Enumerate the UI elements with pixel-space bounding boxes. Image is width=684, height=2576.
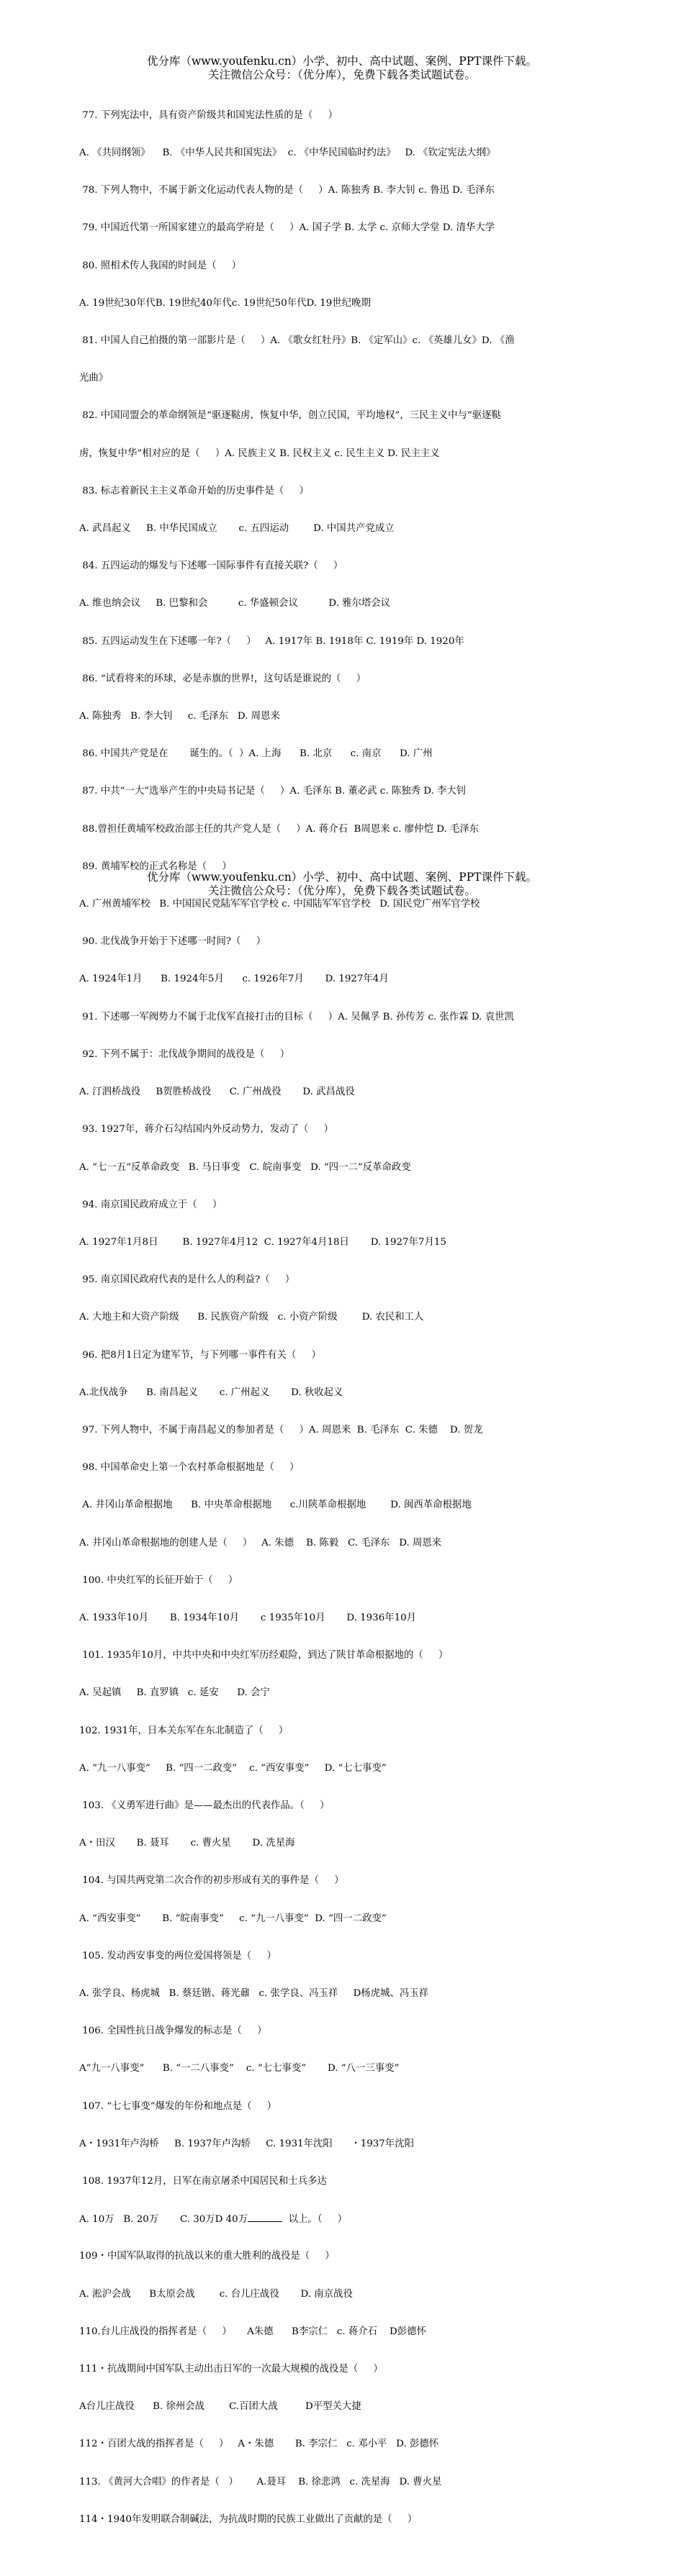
text-line: 97. 下列人物中，不属于南昌起义的参加者是（ ）A. 周恩来 B. 毛泽东 C. 朱德 D. 贺龙 xyxy=(79,1424,483,1436)
text-line: 101. 1935年10月，中共中央和中央红军历经艰险，到达了陕甘革命根据地的（ ） xyxy=(79,1650,449,1661)
text-line: 113. 《黄河大合唱》的作者是（ ） A.聂耳 B. 徐悲鸿 c. 冼星海 D. 曹火星 xyxy=(79,2476,442,2487)
text-line: A. 张学良、杨虎城 B. 蔡廷锴、蒋光鼐 c. 张学良、冯玉祥 D杨虎城、冯玉祥 xyxy=(79,1987,429,1999)
text-line: 77. 下列宪法中，具有资产阶级共和国宪法性质的是（ ） xyxy=(79,109,338,121)
text-line: 103. 《义勇军进行曲》是——最杰出的代表作品。（ ） xyxy=(79,1800,330,1811)
text-line: 86. “试看将来的环球，必是赤旗的世界!，这句话是谁说的（ ） xyxy=(79,673,366,684)
text-line: 85. 五四运动发生在下述哪一年?（ ） A. 1917年 B. 1918年 C. 1919年 D. 1920年 xyxy=(79,635,464,647)
text-line: A. 1933年10月 B. 1934年10月 c 1935年10月 D. 1936年10月 xyxy=(79,1612,417,1623)
text-line: 110.台儿庄战役的指挥者是（ ） A朱德 B李宗仁 c. 蒋介石 D彭德怀 xyxy=(79,2326,426,2337)
text-line: A. 井冈山革命根据地 B. 中央革命根据地 c.川陕革命根据地 D. 闽西革命根据地 xyxy=(79,1500,472,1511)
text-line: 98. 中国革命史上第一个农村革命根据地是（ ） xyxy=(79,1462,300,1474)
page-header xyxy=(0,55,684,82)
text-line: A. 大地主和大资产阶级 B. 民族资产阶级 c. 小资产阶级 D. 农民和工人 xyxy=(79,1312,424,1323)
text-line: A. 广州黄埔军校 B. 中国国民党陆军军官学校 c. 中国陆军军官学校 D. 国民党广州军官学校 xyxy=(79,899,480,910)
text-line: 112・百团大战的指挥者是（ ） A・朱德 B. 李宗仁 c. 邓小平 D. 彭德怀 xyxy=(79,2439,439,2450)
text-line: A. 吴起镇 B. 直罗镇 c. 延安 D. 会宁 xyxy=(79,1687,270,1699)
text-line: 87. 中共“一大”选举产生的中央局书记是（ ）A. 毛泽东 B. 董必武 c. 陈独秀 D. 李大钊 xyxy=(79,786,467,797)
q108-tail: 以上。（ ） xyxy=(282,2214,348,2226)
text-line: 107. “七七事变”爆发的年份和地点是（ ） xyxy=(79,2100,277,2112)
text-line: 虏，恢复中华”相对应的是（ ）A. 民族主义 B. 民权主义 c. 民生主义 D. 民主主义 xyxy=(79,448,440,459)
text-line: 104. 与国共两党第二次合作的初步形成有关的事件是（ ） xyxy=(79,1875,344,1887)
text-line: 109・中国军队取得的抗战以来的重大胜利的战役是（ ） xyxy=(79,2251,335,2262)
text-line: 80. 照相术传人我国的时间是（ ） xyxy=(79,260,242,271)
text-line: 114・1940年发明联合制碱法，为抗战时期的民族工业做出了贡献的是（ ） xyxy=(79,2513,418,2525)
text-line: A. 陈独秀 B. 李大钊 c. 毛泽东 D. 周恩来 xyxy=(79,711,280,722)
text-line: A.北伐战争 B. 南昌起义 c. 广州起义 D. 秋收起义 xyxy=(79,1387,343,1398)
text-line: 79. 中国近代第一所国家建立的最高学府是（ ）A. 国子学 B. 太学 c. 京师大学堂 D. 清华大学 xyxy=(79,222,495,234)
text-line: 100. 中央红军的长征开始于（ ） xyxy=(79,1574,238,1586)
text-line: 106. 全国性抗日战争爆发的标志是（ ） xyxy=(79,2026,267,2037)
text-line: A. “九一八事变” B. “四一二政变” c. “西安事变” D. “七七事变” xyxy=(79,1762,387,1774)
footer-line-1: 优分库（www.youfenku.cn）小学、初中、高中试题、案例、PPT课件下载。 xyxy=(146,871,538,884)
text-line: A. 19世纪30年代B. 19世纪40年代c. 19世纪50年代D. 19世纪晚期 xyxy=(79,297,371,309)
text-line: 82. 中国同盟会的革命纲领是“驱逐鞑虏，恢复中华，创立民国，平均地权”，三民主义中与“驱逐鞑 xyxy=(79,410,501,422)
text-line: A. 《共同纲领》 B. 《中华人民共和国宪法》 c. 《中华民国临时约法》 D. 《钦定宪法大纲》 xyxy=(79,148,496,159)
q108-line xyxy=(79,2213,608,2225)
answer-blank xyxy=(248,2213,282,2222)
text-line: A. “西安事变” B. “皖南事变” c. “九一八事变” D. “四一二政变” xyxy=(79,1913,387,1924)
text-line: 91. 下述哪一军阀势力不属于北伐军直接打击的目标（ ）A. 吴佩孚 B. 孙传芳 c. 张作霖 D. 袁世凯 xyxy=(79,1011,514,1022)
text-line: 90. 北伐战争开始于下述哪一时间?（ ） xyxy=(79,936,266,948)
text-line: A. 井冈山革命根据地的创建人是（ ） A. 朱德 B. 陈毅 C. 毛泽东 D. 周恩来 xyxy=(79,1537,442,1548)
text-line: 84. 五四运动的爆发与下述哪一国际事件有直接关联?（ ） xyxy=(79,561,343,572)
text-line: 95. 南京国民政府代表的是什么人的利益?（ ） xyxy=(79,1274,295,1286)
text-line: A. 武昌起义 B. 中华民国成立 c. 五四运动 D. 中国共产党成立 xyxy=(79,523,395,535)
text-line: A・1931年卢沟桥 B. 1937年卢沟轿 C. 1931年沈阳 ・1937年沈阳 xyxy=(79,2138,414,2149)
text-line: 92. 下列不属于：北伐战争期间的战役是（ ） xyxy=(79,1048,290,1060)
text-line: 81. 中国人自己拍摄的第一部影片是（ ）A. 《歌女红牡丹》B. 《定军山》c. 《英雄儿女》D. 《渔 xyxy=(79,335,515,347)
text-line: 86. 中国共产党是在 诞生的。（ ）A. 上海 B. 北京 c. 南京 D. 广州 xyxy=(79,748,433,760)
text-line: 光曲》 xyxy=(79,373,109,384)
text-line: A. 汀泗桥战役 B贺胜桥战役 C. 广州战役 D. 武昌战役 xyxy=(79,1087,355,1098)
text-line: A. 1924年1月 B. 1924年5月 c. 1926年7月 D. 1927年4月 xyxy=(79,974,389,985)
text-line: 88.曾担任黄埔军校政治部主任的共产党人是（ ）A. 蒋介石 B周恩来 c. 廖仲恺 D. 毛泽东 xyxy=(79,823,480,835)
text-line: 105. 发动西安事变的两位爱国将领是（ ） xyxy=(79,1950,276,1962)
text-line: A・田汉 B. 聂耳 c. 曹火星 D. 冼星海 xyxy=(79,1838,295,1849)
text-line: A. 1927年1月8日 B. 1927年4月12 C. 1927年4月18日 D. 1927年7月15 xyxy=(79,1236,446,1248)
text-line: 89. 黄埔军校的正式名称是（ ） xyxy=(79,861,232,872)
text-line: A“九一八事变” B. “一二八事变” c. “七七事变” D. “八一三事变” xyxy=(79,2063,400,2074)
q108-text: A. 10万 B. 20万 C. 30万D 40万 xyxy=(79,2214,248,2226)
text-line: 111・抗战期间中国军队主动出击日军的一次最大规模的战役是（ ） xyxy=(79,2364,383,2375)
text-line: 83. 标志着新民主主义革命开始的历史事件是（ ） xyxy=(79,485,309,496)
text-line: 102. 1931年，日本关东军在东北制造了（ ） xyxy=(79,1725,289,1736)
text-line: 94. 南京国民政府成立于（ ） xyxy=(79,1199,222,1210)
text-line: 96. 把8月1日定为建军节，与下列哪一事件有关（ ） xyxy=(79,1349,321,1361)
text-line: A台儿庄战役 B. 徐州会战 C.百团大战 D平型关大捷 xyxy=(79,2401,361,2413)
text-line: 93. 1927年，蒋介石勾结国内外反动势力，发动了（ ） xyxy=(79,1124,333,1135)
page-footer xyxy=(0,871,684,898)
text-line: A. 淞沪会战 B太原会战 c. 台儿庄战役 D. 南京战役 xyxy=(79,2288,353,2300)
text-line: A. 维也纳会议 B. 巴黎和会 c. 华盛顿会议 D. 雅尔塔会议 xyxy=(79,598,391,609)
header-line-2: 关注微信公众号：（优分库），免费下载各类试题试卷。 xyxy=(207,68,476,81)
header-line-1: 优分库（www.youfenku.cn）小学、初中、高中试题、案例、PPT课件下载。 xyxy=(146,55,538,68)
text-line: A. “七一五”反革命政变 B. 马日事变 C. 皖南事变 D. “四一二”反革命政变 xyxy=(79,1161,411,1173)
footer-line-2: 关注微信公众号：（优分库），免费下载各类试题试卷。 xyxy=(207,884,476,897)
text-line: 108. 1937年12月，日军在南京屠杀中国居民和士兵多达 xyxy=(79,2175,327,2187)
text-line: 78. 下列人物中，不属于新文化运动代表人物的是（ ）A. 陈独秀 B. 李大钊 c. 鲁迅 D. 毛泽东 xyxy=(79,185,495,196)
question-list xyxy=(79,84,608,2576)
text-line xyxy=(79,2551,608,2563)
